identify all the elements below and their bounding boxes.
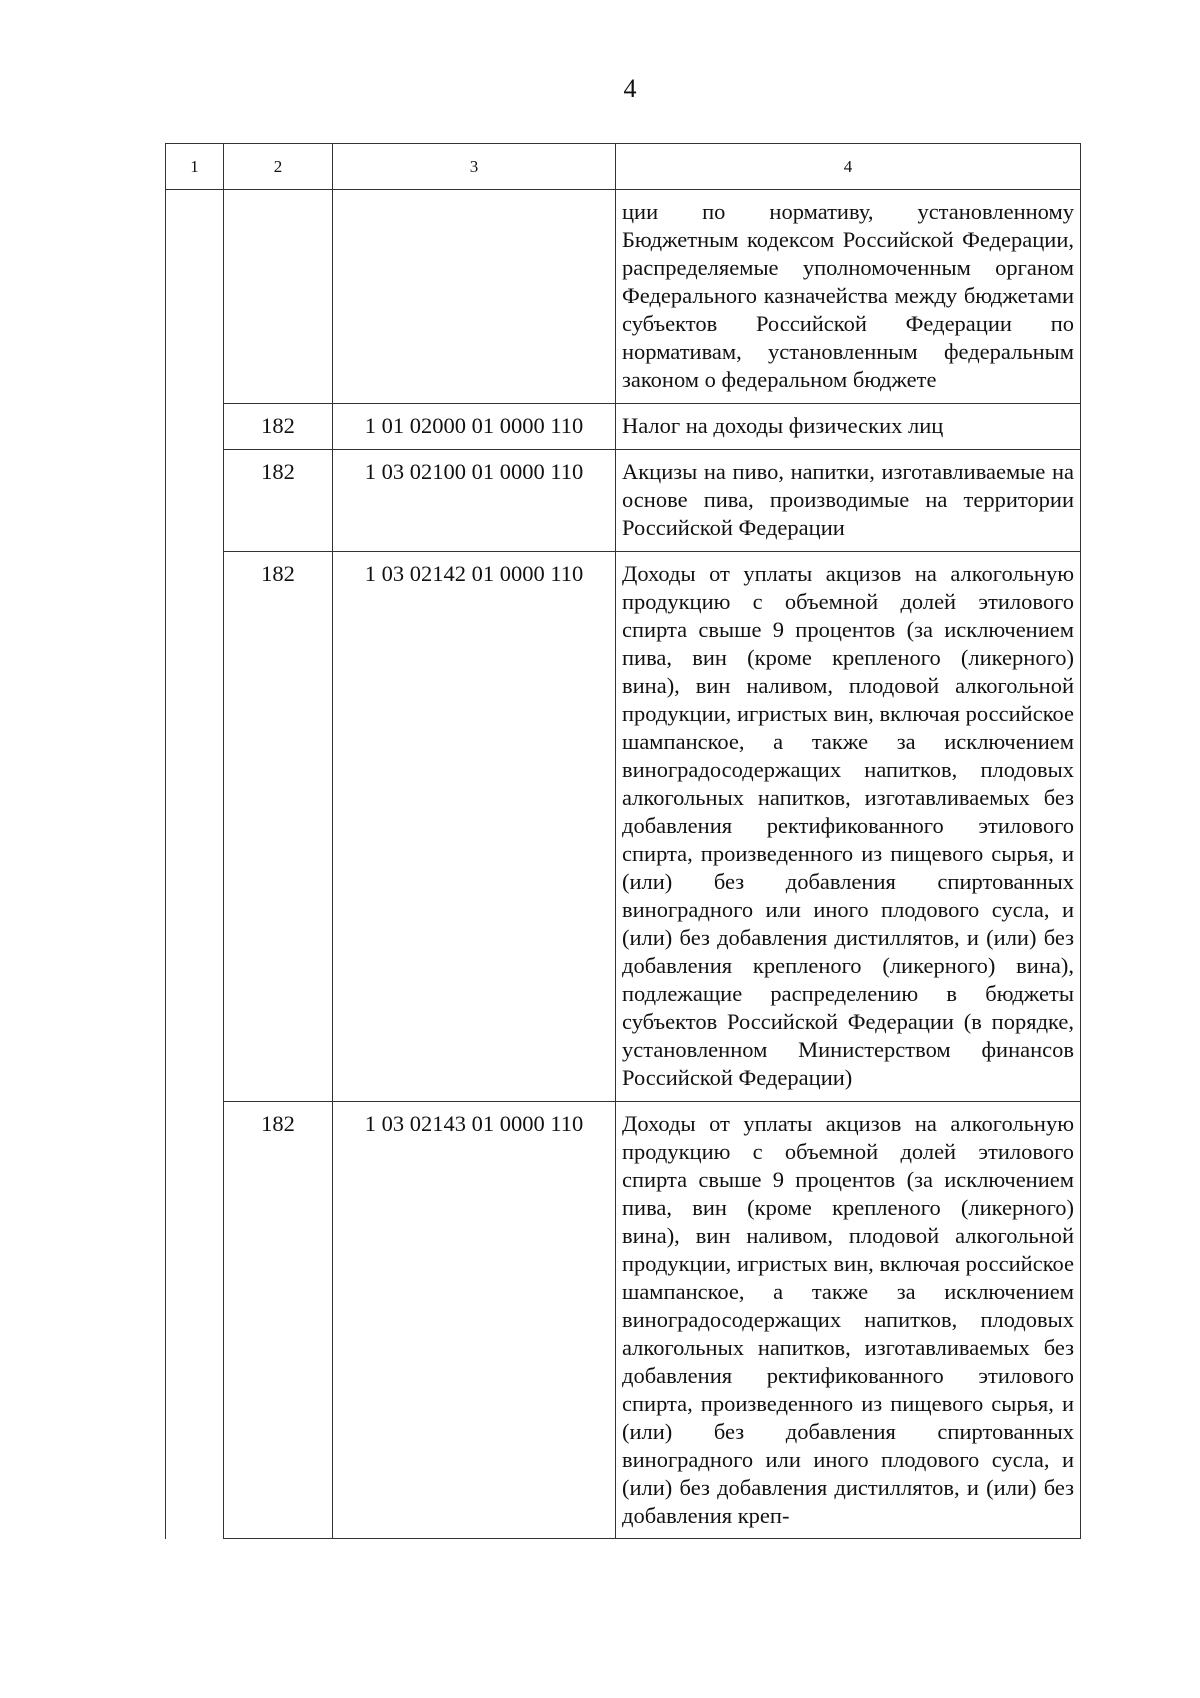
revenue-code-cell: 1 03 02143 01 0000 110	[333, 1102, 616, 1539]
admin-code-cell: 182	[224, 404, 333, 450]
revenue-description-cell: Доходы от уплаты акцизов на алкогольную продукцию с объемной долей этилового спирта свыше 9 процентов (за исключением пива, вин (кроме крепленого (ликерного) вина), вин наливом, плодовой алкогольной продукции, игристых вин, включая российское шампанское, а также за исключением виноградосодержащих напитков, плодовых алкогольных напитков, изготавливаемых без добавления ректификованного этилового спирта, произведенного из пищевого сырья, и (или) без добавления спиртованных виноградного или иного плодового сусла, и (или) без добавления дистиллятов, и (или) без добавления крепленого (ликерного) вина), подлежащие распределению в бюджеты субъектов Российской Федерации (в порядке, установленном Министерством финансов Российской Федерации)	[616, 552, 1081, 1102]
revenue-description-cell: Акцизы на пиво, напитки, изготавливаемые на основе пива, производимые на территории Российской Федерации	[616, 450, 1081, 552]
revenue-code-cell: 1 01 02000 01 0000 110	[333, 404, 616, 450]
table-row	[166, 190, 1081, 404]
table-row	[166, 404, 1081, 450]
page-number: 4	[623, 74, 637, 103]
column-header-1: 1	[166, 144, 224, 190]
admin-code-cell: 182	[224, 552, 333, 1102]
column-header-2: 2	[224, 144, 333, 190]
revenue-code-cell	[333, 190, 616, 404]
table-row	[166, 1102, 1081, 1539]
revenue-description-cell: Налог на доходы физических лиц	[616, 404, 1081, 450]
column-header-3: 3	[333, 144, 616, 190]
revenue-code-cell: 1 03 02142 01 0000 110	[333, 552, 616, 1102]
admin-code-cell: 182	[224, 1102, 333, 1539]
table-row	[166, 450, 1081, 552]
group-cell	[166, 450, 224, 552]
table-header-row	[166, 144, 1081, 190]
group-cell	[166, 552, 224, 1102]
revenue-description-cell: ции по нормативу, установленному Бюджетным кодексом Российской Федерации, распределяемые уполномоченным органом Федерального казначейства между бюджетами субъектов Российской Федерации по нормативам, установленным федеральным законом о федеральном бюджете	[616, 190, 1081, 404]
admin-code-cell	[224, 190, 333, 404]
revenue-description-cell: Доходы от уплаты акцизов на алкогольную продукцию с объемной долей этилового спирта свыше 9 процентов (за исключением пива, вин (кроме крепленого (ликерного) вина), вин наливом, плодовой алкогольной продукции, игристых вин, включая российское шампанское, а также за исключением виноградосодержащих напитков, плодовых алкогольных напитков, изготавливаемых без добавления ректификованного этилового спирта, произведенного из пищевого сырья, и (или) без добавления спиртованных виноградного или иного плодового сусла, и (или) без добавления дистиллятов, и (или) без добавления креп-	[616, 1102, 1081, 1539]
revenue-classification-table	[165, 143, 1081, 1539]
table-row	[166, 552, 1081, 1102]
group-cell	[166, 1102, 224, 1539]
group-cell	[166, 404, 224, 450]
revenue-code-cell: 1 03 02100 01 0000 110	[333, 450, 616, 552]
column-header-4: 4	[616, 144, 1081, 190]
group-cell	[166, 190, 224, 404]
admin-code-cell: 182	[224, 450, 333, 552]
